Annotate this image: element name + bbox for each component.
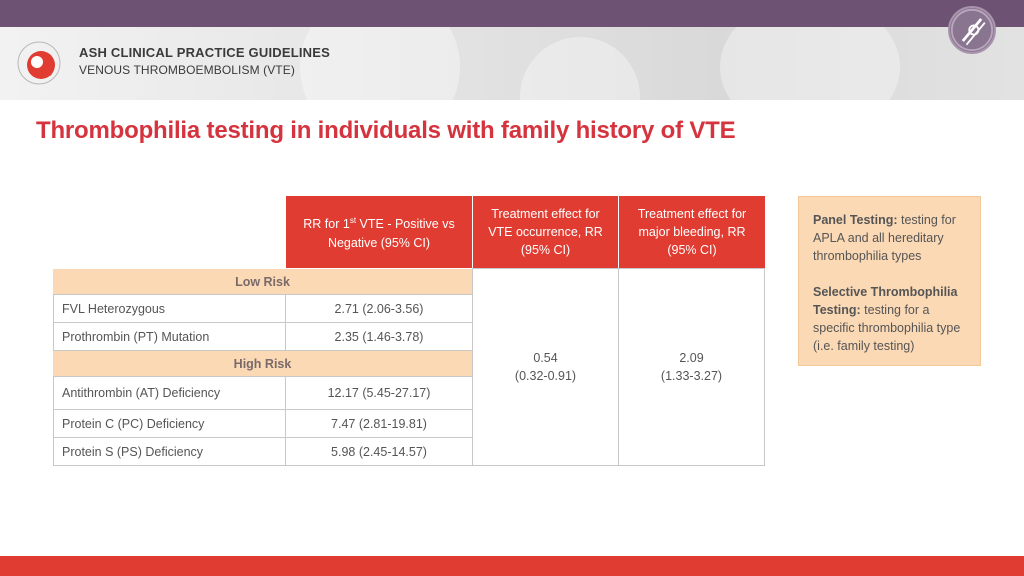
row-value: 2.35 (1.46-3.78) [285, 322, 473, 351]
bleeding-effect-ci: (1.33-3.27) [660, 369, 723, 383]
row-value: 7.47 (2.81-19.81) [285, 409, 473, 438]
group-band-high-risk: High Risk [53, 351, 472, 376]
row-label: Prothrombin (PT) Mutation [53, 322, 286, 351]
footer-bar [0, 556, 1024, 576]
row-label: Protein C (PC) Deficiency [53, 409, 286, 438]
treatment-effect-value: 0.54 [533, 351, 558, 365]
row-label: FVL Heterozygous [53, 294, 286, 323]
ash-logo-icon [16, 40, 62, 86]
page-title: Thrombophilia testing in individuals with family history of VTE [36, 117, 736, 144]
panel-testing-definition: Panel Testing: testing for APLA and all hereditary thrombophilia types [813, 213, 956, 263]
row-label: Antithrombin (AT) Deficiency [53, 376, 286, 410]
group-band-low-risk: Low Risk [53, 269, 472, 294]
row-value: 2.71 (2.06-3.56) [285, 294, 473, 323]
testing-definitions-box [798, 196, 981, 366]
selective-testing-definition: Selective Thrombophilia Testing: testing for a specific thrombophilia type (i.e. family testing) [813, 285, 961, 353]
row-value: 5.98 (2.45-14.57) [285, 437, 473, 466]
treatment-effect-cell [472, 268, 619, 466]
treatment-effect-ci: (0.32-0.91) [514, 369, 577, 383]
col-header-rr: RR for 1st VTE - Positive vs Negative (95% CI) [286, 196, 472, 268]
row-value: 12.17 (5.45-27.17) [285, 376, 473, 410]
top-bar [0, 0, 1024, 27]
org-subtitle: VENOUS THROMBOEMBOLISM (VTE) [79, 63, 295, 77]
row-label: Protein S (PS) Deficiency [53, 437, 286, 466]
bleeding-effect-cell [618, 268, 765, 466]
joint-icon [948, 6, 996, 54]
bleeding-effect-value: 2.09 [679, 351, 704, 365]
col-header-bleeding: Treatment effect for major bleeding, RR (95% CI) [619, 196, 765, 268]
org-title: ASH CLINICAL PRACTICE GUIDELINES [79, 45, 331, 60]
col-header-treatment: Treatment effect for VTE occurrence, RR (95% CI) [473, 196, 618, 268]
